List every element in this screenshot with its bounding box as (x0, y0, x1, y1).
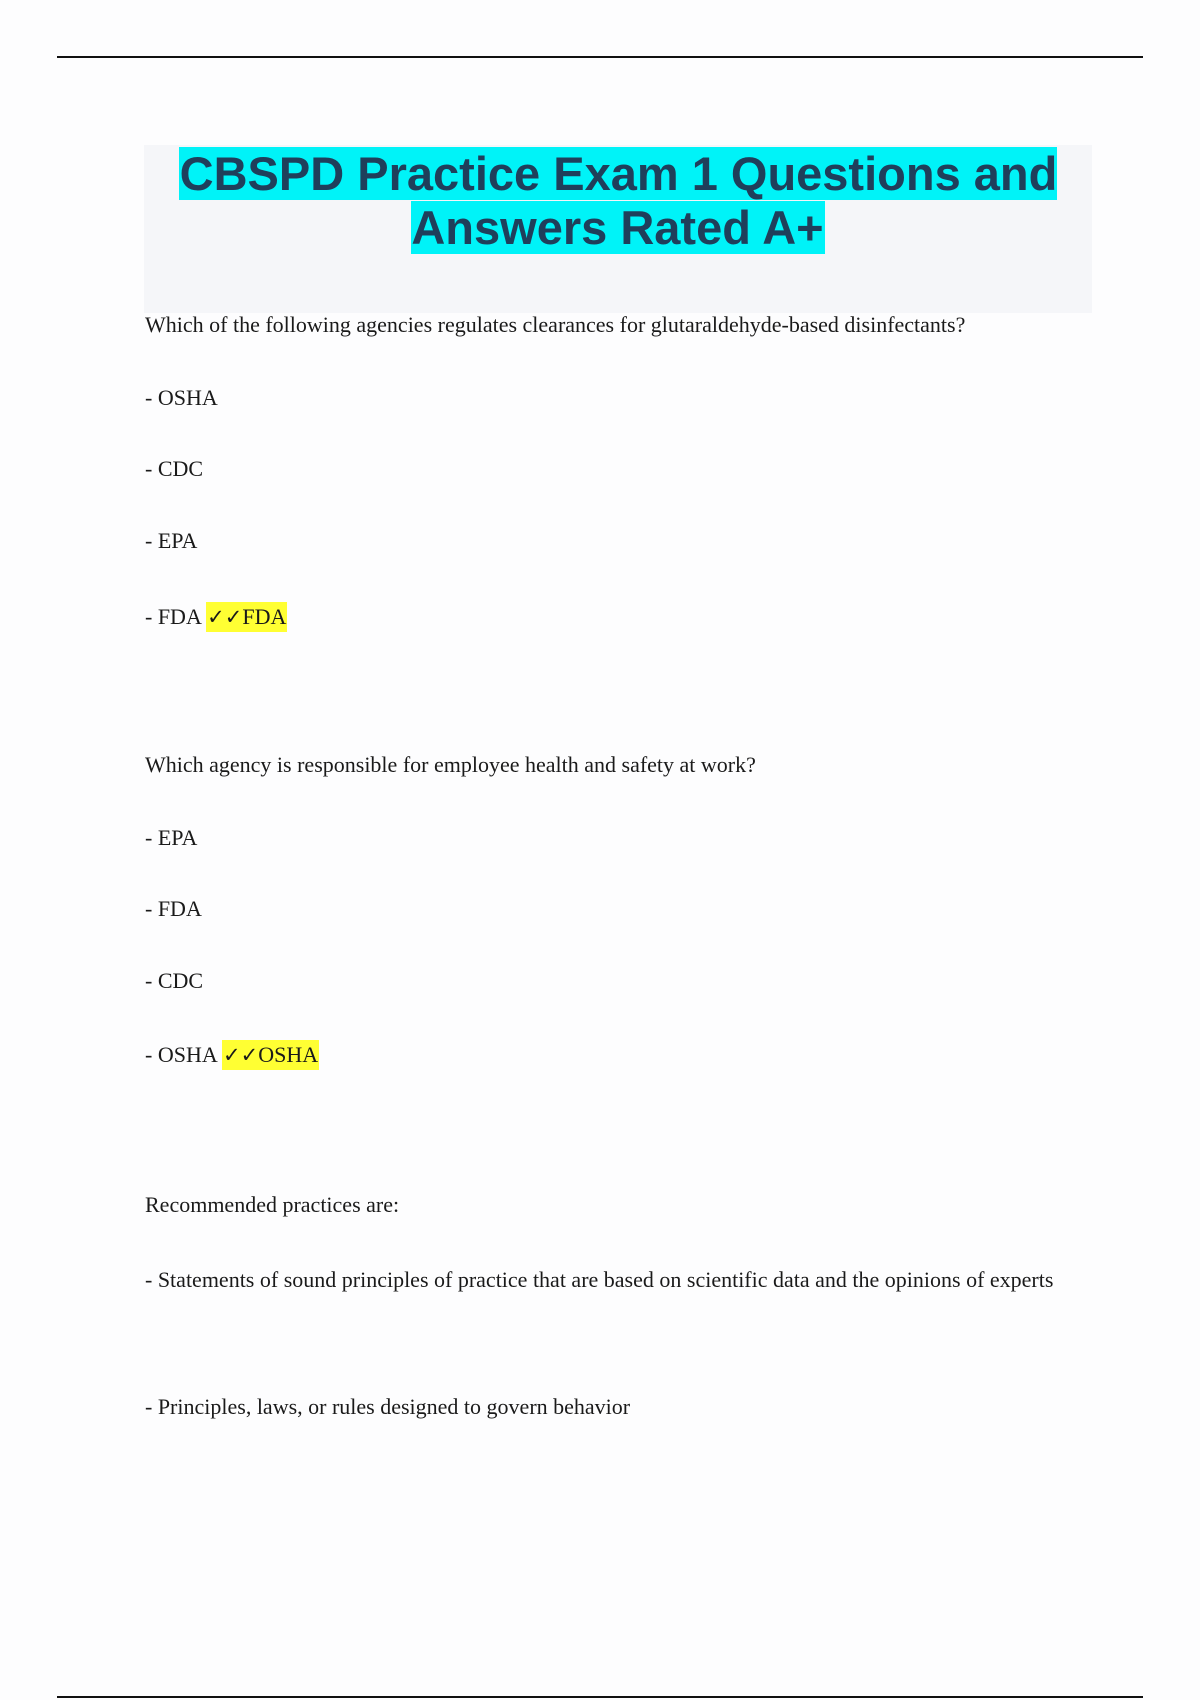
question-1-prompt: Which of the following agencies regulates clearances for glutaraldehyde-based disinfectants? (145, 312, 966, 337)
question-2-option-3: - CDC (145, 968, 204, 993)
question-1-option-1: - OSHA (145, 385, 218, 410)
question-3-prompt: Recommended practices are: (145, 1192, 400, 1217)
document-title-highlight: CBSPD Practice Exam 1 Questions and Answers Rated A+ (179, 147, 1058, 254)
question-1-option-3: - EPA (145, 528, 198, 553)
question-2-option-1: - EPA (145, 825, 198, 850)
question-3-option-2: - Principles, laws, or rules designed to govern behavior (145, 1394, 631, 1419)
question-2-answer (222, 1040, 319, 1070)
question-2-answer-text: OSHA (258, 1042, 319, 1067)
check-icon: ✓✓ (223, 1043, 259, 1067)
check-icon: ✓✓ (207, 605, 243, 629)
question-1-option-2: - CDC (145, 456, 204, 481)
document-title (144, 145, 1092, 255)
question-1-option-4 (145, 603, 287, 631)
question-1-option-4-text: - FDA (145, 604, 201, 629)
top-rule (57, 56, 1143, 58)
question-1-answer (206, 602, 287, 632)
question-3-option-1: - Statements of sound principles of practice that are based on scientific data and the opinions of experts (145, 1267, 1054, 1292)
question-2-option-2: - FDA (145, 896, 202, 921)
bottom-rule (57, 1696, 1143, 1698)
title-banner (144, 145, 1092, 313)
question-2-option-4-text: - OSHA (145, 1042, 217, 1067)
question-2-option-4 (145, 1041, 319, 1069)
question-2-prompt: Which agency is responsible for employee health and safety at work? (145, 752, 756, 777)
question-1-answer-text: FDA (242, 604, 287, 629)
